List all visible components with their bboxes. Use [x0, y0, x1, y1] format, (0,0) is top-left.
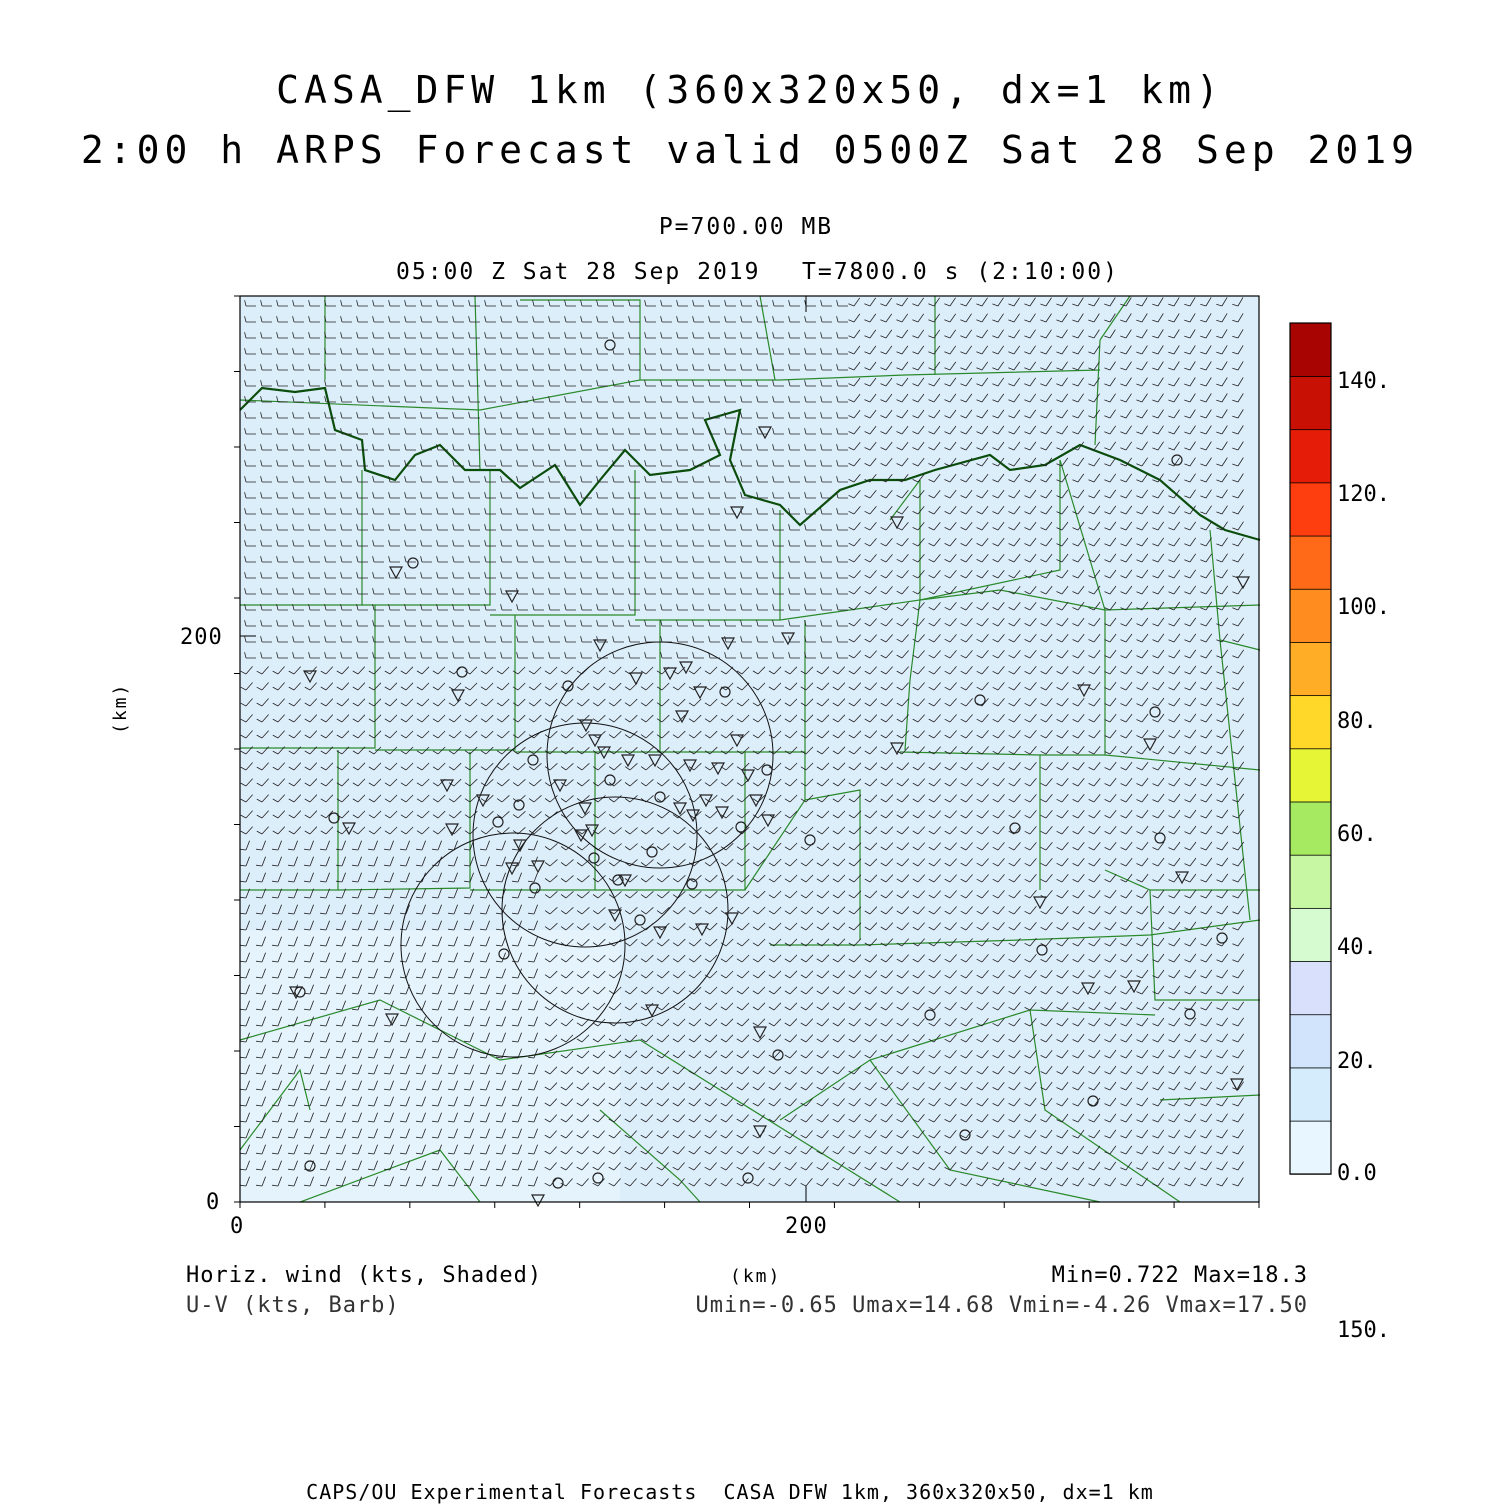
barb-field-label: U-V (kts, Barb): [186, 1293, 400, 1318]
colorbar-segment: [1290, 642, 1331, 695]
colorbar-segment: [1290, 376, 1331, 429]
model-time: T=7800.0 s (2:10:00): [802, 259, 1119, 285]
colorbar-segment: [1290, 908, 1331, 961]
colorbar-segment: [1290, 749, 1331, 802]
valid-time: 05:00 Z Sat 28 Sep 2019: [396, 259, 761, 285]
colorbar-segment: [1290, 536, 1331, 589]
shaded-field-label: Horiz. wind (kts, Shaded): [186, 1263, 543, 1288]
colorbar-segment: [1290, 323, 1331, 376]
x-axis-label: (km): [730, 1266, 782, 1287]
colorbar: [1290, 323, 1331, 1174]
x-tick-200: 200: [785, 1214, 828, 1239]
colorbar-label-20: 20.: [1337, 1049, 1377, 1074]
colorbar-segment: [1290, 855, 1331, 908]
colorbar-label-120: 120.: [1337, 482, 1390, 507]
colorbar-label-60: 60.: [1337, 822, 1377, 847]
colorbar-label-150: 150.: [1337, 1318, 1390, 1343]
colorbar-segment: [1290, 429, 1331, 482]
pressure-level: P=700.00 MB: [658, 214, 834, 240]
colorbar-label-0: 0.0: [1337, 1161, 1377, 1186]
title-line-2: 2:00 h ARPS Forecast valid 0500Z Sat 28 Sep 2019: [80, 128, 1420, 172]
colorbar-segment: [1290, 961, 1331, 1014]
credit-line: CAPS/OU Experimental Forecasts CASA DFW 1km, 360x320x50, dx=1 km: [306, 1480, 1154, 1504]
colorbar-segment: [1290, 802, 1331, 855]
title-line-1: CASA_DFW 1km (360x320x50, dx=1 km): [276, 68, 1224, 112]
y-axis-label: (km): [110, 682, 131, 734]
colorbar-segment: [1290, 1121, 1331, 1174]
colorbar-segment: [1290, 589, 1331, 642]
colorbar-segment: [1290, 1014, 1331, 1067]
y-tick-0: 0: [206, 1190, 221, 1215]
colorbar-segment: [1290, 695, 1331, 748]
colorbar-label-40: 40.: [1337, 935, 1377, 960]
uv-min-max-label: Umin=-0.65 Umax=14.68 Vmin=-4.26 Vmax=17.50: [695, 1293, 1308, 1318]
colorbar-label-100: 100.: [1337, 595, 1390, 620]
x-tick-0: 0: [230, 1214, 245, 1239]
colorbar-segment: [1290, 1068, 1331, 1121]
colorbar-label-80: 80.: [1337, 709, 1377, 734]
y-tick-200: 200: [180, 625, 223, 650]
min-max-label: Min=0.722 Max=18.3: [1051, 1263, 1308, 1288]
colorbar-label-140: 140.: [1337, 369, 1390, 394]
colorbar-segment: [1290, 483, 1331, 536]
